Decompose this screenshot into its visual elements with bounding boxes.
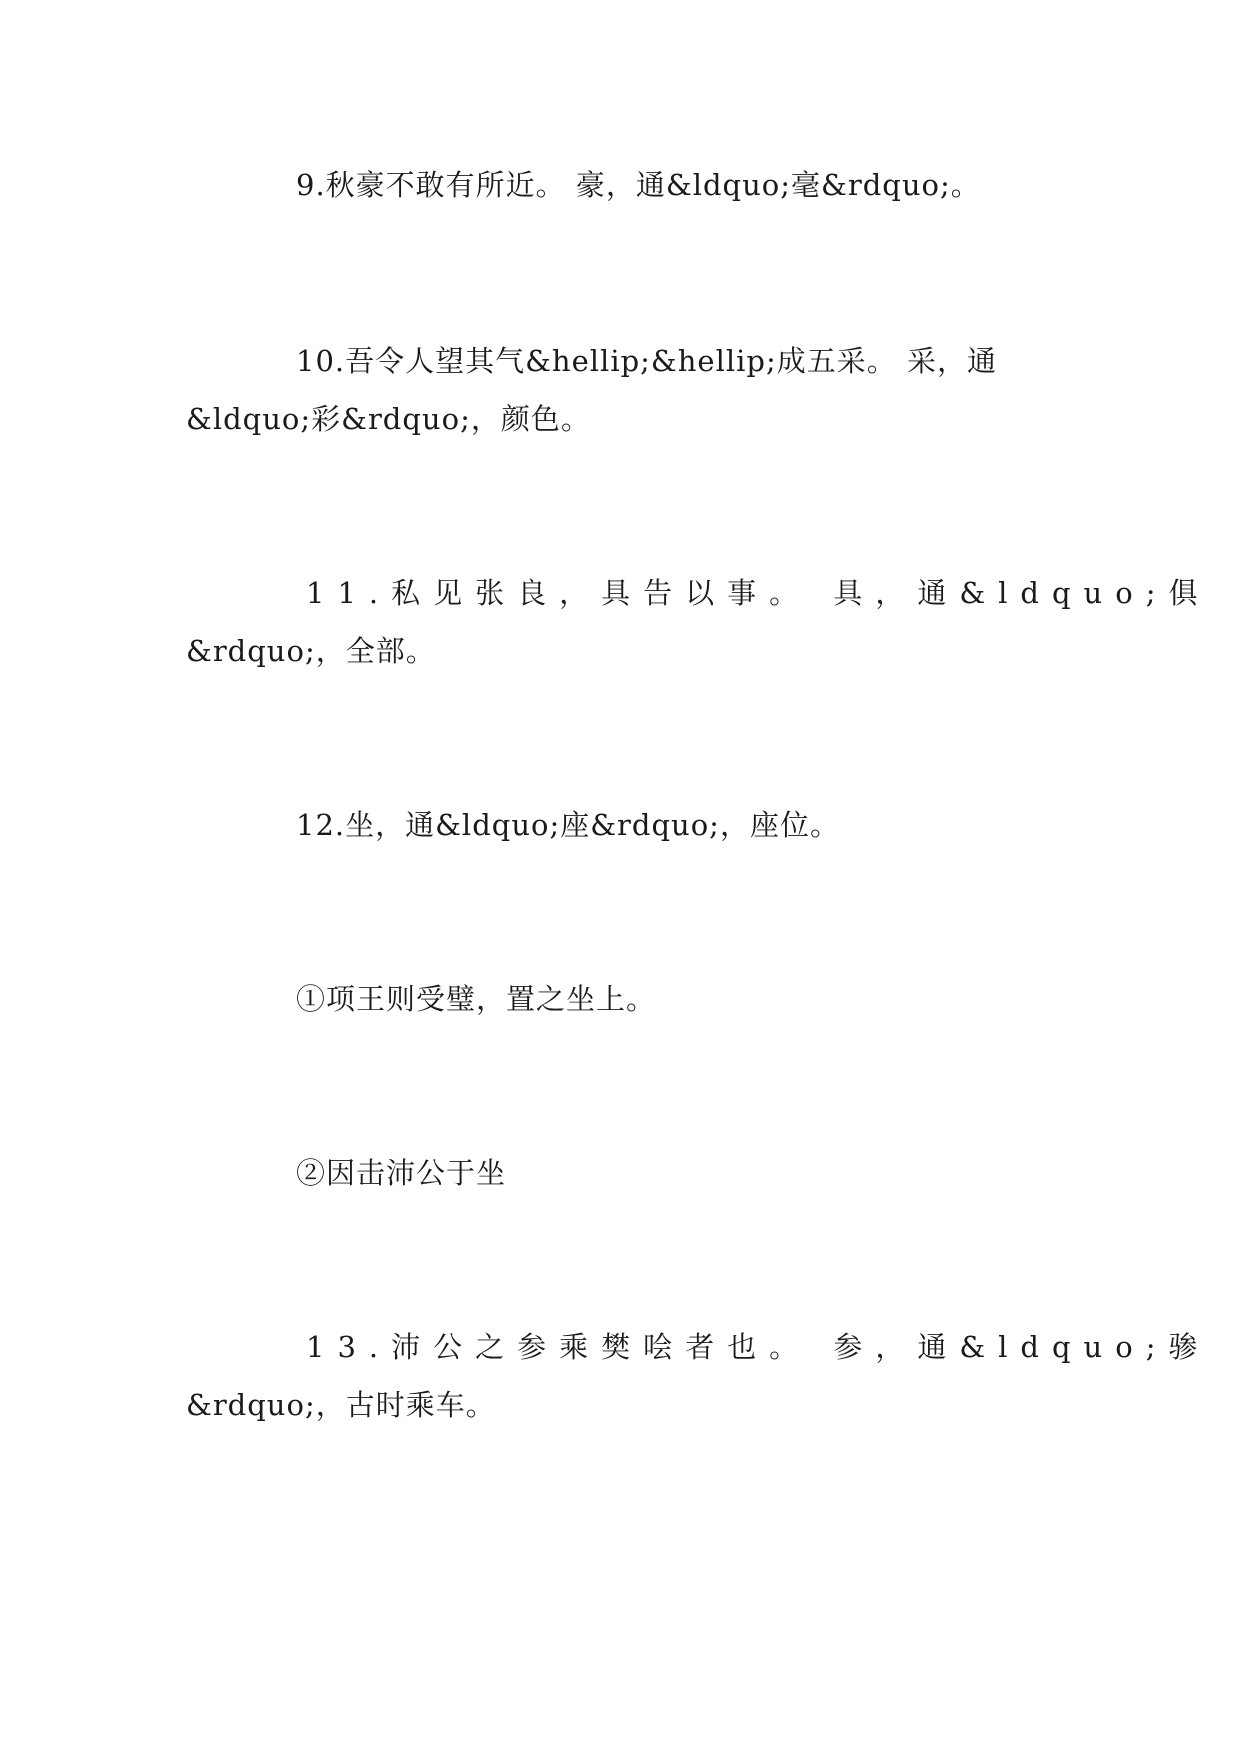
paragraph-subitem-2: ②因击沛公于坐 xyxy=(296,1156,507,1190)
paragraph-item-13-line-1: 13.沛公之参乘樊哙者也。 参，通&ldquo;骖 xyxy=(306,1330,1211,1364)
paragraph-item-9-line-1: 9.秋豪不敢有所近。 豪，通&ldquo;毫&rdquo;。 xyxy=(296,168,981,202)
paragraph-item-10-line-1: 10.吾令人望其气&hellip;&hellip;成五采。 采，通 xyxy=(296,344,997,378)
paragraph-item-10-line-2: &ldquo;彩&rdquo;，颜色。 xyxy=(186,402,591,436)
paragraph-item-12-line-1: 12.坐，通&ldquo;座&rdquo;，座位。 xyxy=(296,808,840,842)
paragraph-item-11-line-1: 11.私见张良，具告以事。 具，通&ldquo;俱 xyxy=(306,576,1211,610)
paragraph-subitem-1: ①项王则受璧，置之坐上。 xyxy=(296,982,657,1016)
paragraph-item-11-line-2: &rdquo;，全部。 xyxy=(186,634,436,668)
paragraph-item-13-line-2: &rdquo;，古时乘车。 xyxy=(186,1388,496,1422)
